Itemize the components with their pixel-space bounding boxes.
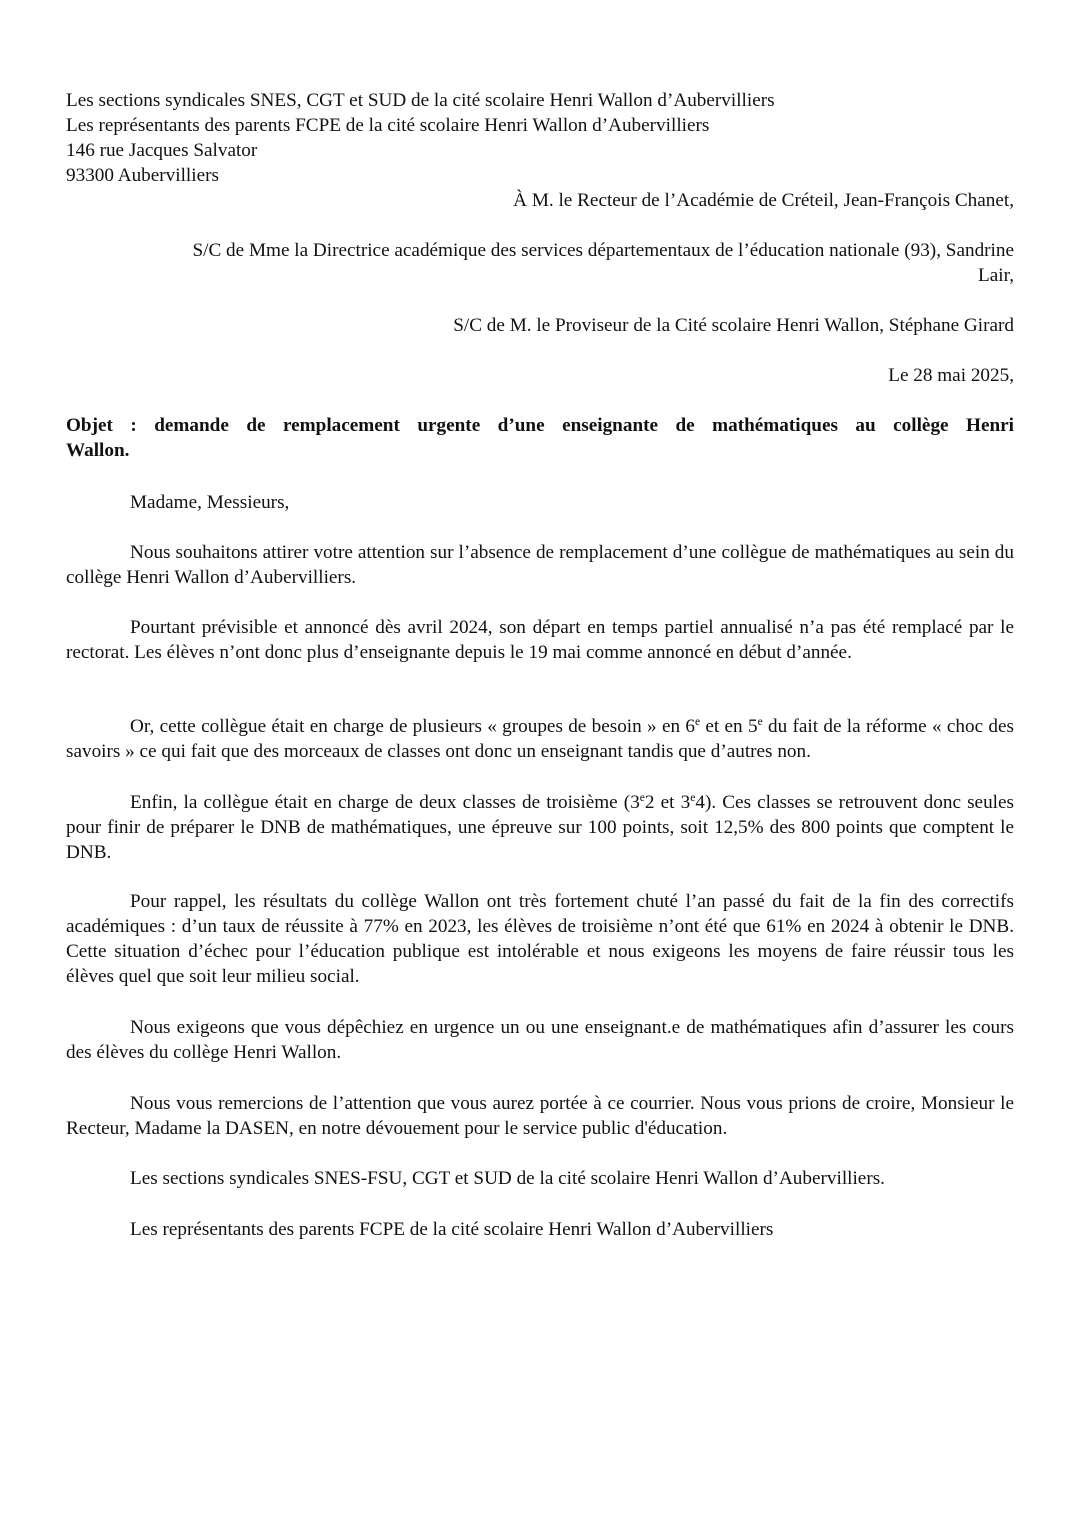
subject-line [66, 413, 1014, 463]
subject-line-1: Objet : demande de remplacement urgente d’une enseignante de mathématiques au collège Henri [66, 415, 1014, 436]
sender-line: Les représentants des parents FCPE de la cité scolaire Henri Wallon d’Aubervilliers [66, 115, 710, 136]
letter-date: Le 28 mai 2025, [888, 365, 1014, 386]
superscript: e [694, 716, 701, 729]
paragraph-absence: Nous souhaitons attirer votre attention sur l’absence de remplacement d’une collègue de mathématiques au sein du collège Henri Wallon d’Aubervilliers. [66, 542, 1014, 588]
paragraph-forecast: Pourtant prévisible et annoncé dès avril 2024, son départ en temps partiel annualisé n’a pas été remplacé par le rectorat. Les élèves n’ont donc plus d’enseignante depuis le 19 mai comme annoncé en début d’année. [66, 617, 1014, 663]
paragraph-classes [66, 790, 1014, 865]
sender-address [66, 88, 1014, 188]
recipient-proviseur: S/C de M. le Proviseur de la Cité scolaire Henri Wallon, Stéphane Girard [453, 315, 1014, 336]
signature-unions: Les sections syndicales SNES-FSU, CGT et SUD de la cité scolaire Henri Wallon d’Aubervilliers. [130, 1168, 885, 1189]
text-run: Enfin, la collègue était en charge de deux classes de troisième (3 [130, 792, 640, 813]
paragraph-demand: Nous exigeons que vous dépêchiez en urgence un ou une enseignant.e de mathématiques afin d’assurer les cours des élèves du collège Henri Wallon. [66, 1017, 1014, 1063]
superscript: e [639, 792, 645, 805]
recipient-dasen-line: S/C de Mme la Directrice académique des services départementaux de l’éducation nationale (93), Sandrine [192, 240, 1014, 261]
signature-parents: Les représentants des parents FCPE de la cité scolaire Henri Wallon d’Aubervilliers [130, 1219, 774, 1240]
paragraph-results: Pour rappel, les résultats du collège Wallon ont très fortement chuté l’an passé du fait de la fin des correctifs académiques : d’un taux de réussite à 77% en 2023, les élèves de troisième n’ont été que 61% en 2024 à obtenir le DNB. Cette situation d’échec pour l’éducation publique est intolérable et nous exigeons les moyens de faire réussir tous les élèves quel que soit leur milieu social. [66, 891, 1014, 987]
recipient-rector: À M. le Recteur de l’Académie de Créteil, Jean-François Chanet, [513, 190, 1014, 211]
subject-line-2: Wallon. [66, 440, 130, 461]
paragraph-closing: Nous vous remercions de l’attention que vous aurez portée à ce courrier. Nous vous prions de croire, Monsieur le Recteur, Madame la DASEN, en notre dévouement pour le service public d'éducation. [66, 1093, 1014, 1139]
text-run: 4). Ces classes se retrouvent donc seules pour finir de préparer le DNB de mathématiques, une épreuve sur 100 points, soit 12,5% des 800 points que comptent le DNB. [66, 792, 1014, 863]
text-run: du fait de la réforme « choc des savoirs » ce qui fait que des morceaux de classes ont donc un enseignant tandis que d’autres non. [66, 716, 1014, 762]
superscript: e [757, 716, 763, 729]
recipient-dasen-line: Lair, [978, 265, 1014, 286]
superscript: e [690, 792, 696, 805]
sender-line: Les sections syndicales SNES, CGT et SUD de la cité scolaire Henri Wallon d’Aubervilliers [66, 90, 775, 111]
recipient-dasen [66, 238, 1014, 288]
paragraph-groups [66, 714, 1014, 764]
text-run: et en 5 [700, 716, 758, 737]
text-run: Or, cette collègue était en charge de plusieurs « groupes de besoin » en 6 [130, 716, 695, 737]
text-run: 2 et 3 [644, 792, 691, 813]
sender-line: 146 rue Jacques Salvator [66, 140, 258, 161]
sender-line: 93300 Aubervilliers [66, 165, 219, 186]
salutation: Madame, Messieurs, [130, 492, 290, 513]
